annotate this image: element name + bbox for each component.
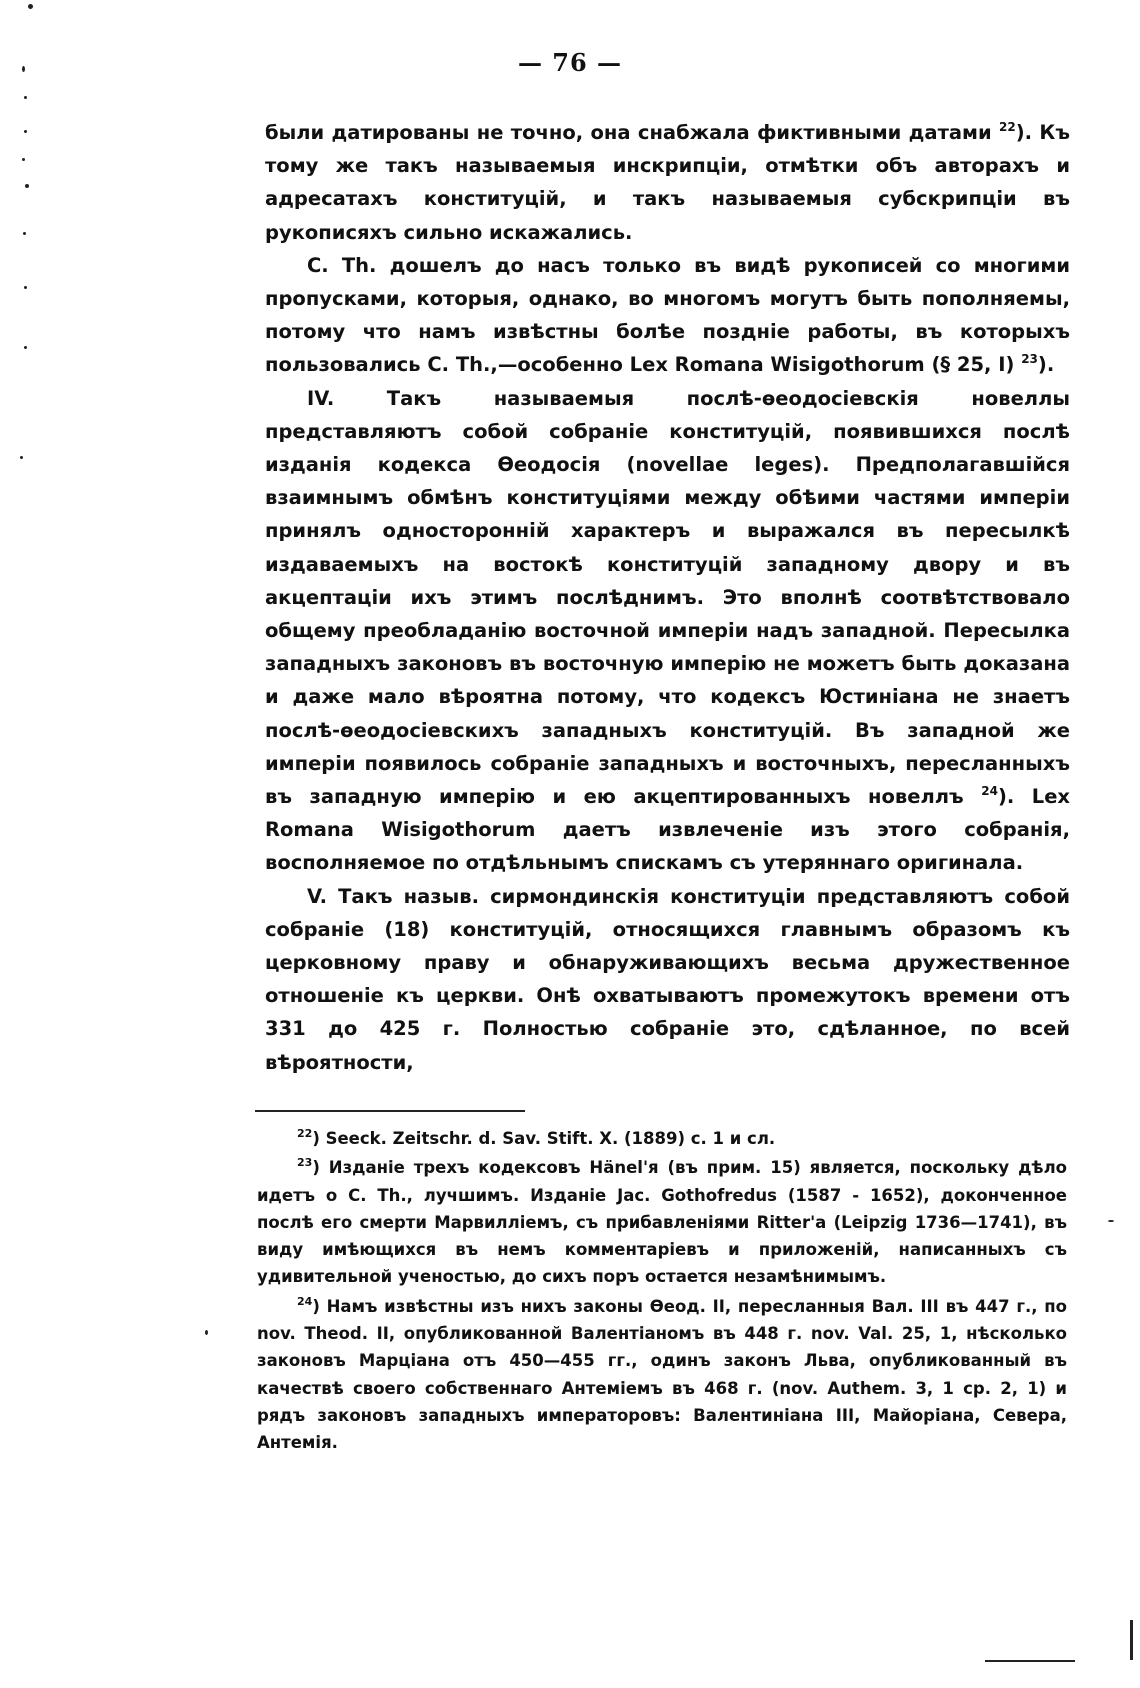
paragraph xyxy=(265,382,1070,880)
footnote-divider xyxy=(255,1110,525,1112)
scan-speck xyxy=(22,158,25,161)
paragraph xyxy=(265,249,1070,382)
footnote-text: ) Намъ извѣстны изъ нихъ законы Ѳеод. II, пересланныя Вал. III въ 447 г., по nov. Theod. II, опубликованной Валентіаномъ въ 448 г. nov. Val. 25, 1, нѣсколько законовъ Марціана отъ 450—455 гг., одинъ законъ Льва, опубликованный въ качествѣ своего собственнаго Антеміемъ въ 468 г. (nov. Authem. 3, 1 ср. 2, 1) и рядъ законовъ западныхъ императоровъ: Валентиніана III, Майоріана, Севера, Антемія. xyxy=(257,1296,1067,1453)
scan-speck xyxy=(24,96,27,99)
scan-speck xyxy=(24,346,27,349)
footnote-ref: 22 xyxy=(999,120,1016,134)
scan-speck xyxy=(24,286,27,289)
page-number: — 76 — xyxy=(517,48,623,77)
footnote-text: ) Seeck. Zeitschr. d. Sav. Stift. X. (1889) с. 1 и сл. xyxy=(312,1129,776,1148)
footnote-ref: 24 xyxy=(981,784,998,799)
scan-speck xyxy=(28,4,33,9)
paragraph-text: V. Такъ назыв. сирмондинскія конституціи представляютъ собой собраніе (18) конституцій, относящихся главнымъ образомъ къ церковному праву и обнаруживающихъ весьма дружественное отношеніе къ церкви. Онѣ охватываютъ промежутокъ времени отъ 331 до 425 г. Полностью собраніе это, сдѣланное, по всей вѣроятности, xyxy=(265,884,1070,1074)
footnote xyxy=(257,1293,1067,1457)
scan-speck xyxy=(205,1330,208,1335)
scan-speck xyxy=(25,184,29,188)
scan-speck xyxy=(23,232,26,235)
footnotes xyxy=(257,1125,1067,1459)
paragraph-text-continued: ). xyxy=(1037,353,1055,377)
footnote-ref: 23 xyxy=(1021,352,1038,367)
scan-speck xyxy=(20,456,23,459)
paragraph xyxy=(265,116,1070,249)
footnote-mark: 24 xyxy=(297,1294,313,1308)
paragraph-text: IV. Такъ называемыя послѣ-ѳеодосіевскія новеллы представляютъ собой собраніе конституцій, появившихся послѣ изданія кодекса Ѳеодосія (novellae leges). Предполагавшійся взаимнымъ обмѣнъ конституціями между обѣими частями имперіи принялъ односторонній характеръ и выражался въ пересылкѣ издаваемыхъ на востокѣ конституцій западному двору и въ акцептаціи ихъ этимъ послѣднимъ. Это вполнѣ соотвѣтствовало общему преобладанію восточной имперіи надъ западной. Пересылка западныхъ законовъ въ восточную имперію не можетъ быть доказана и даже мало вѣроятна потому, что кодексъ Юстиніана не знаетъ послѣ-ѳеодосіевскихъ западныхъ конституцій. Въ западной же имперіи появилось собраніе западныхъ и восточныхъ, пересланныхъ въ западную имперію и ею акцептированныхъ новеллъ xyxy=(265,386,1070,809)
paragraph-text: были датированы не точно, она снабжала фиктивными датами xyxy=(265,121,992,144)
footnote-mark: 22 xyxy=(297,1127,313,1140)
footnote-mark: 23 xyxy=(297,1156,313,1170)
paragraph-text-continued: ). Къ тому же такъ называемыя инскрипціи, отмѣтки объ авторахъ и адресатахъ конституцій, и такъ называемыя субскрипціи въ рукописяхъ сильно искажались. xyxy=(265,121,1070,244)
paragraph-text: C. Th. дошелъ до насъ только въ видѣ рукописей со многими пропусками, которыя, однако, во многомъ могутъ быть пополняемы, потому что намъ извѣстны болѣе поздніе работы, въ которыхъ пользовались C. Th.,—особенно Lex Romana Wisigothorum (§ 25, I) xyxy=(265,253,1070,377)
scan-speck xyxy=(24,130,27,133)
footnote xyxy=(257,1154,1067,1290)
scan-speck xyxy=(1108,1220,1114,1222)
paragraph-text-continued: ). Lex Romana Wisigothorum даетъ извлеченіе изъ этого собранія, восполняемое по отдѣльнымъ спискамъ съ утеряннаго оригинала. xyxy=(265,785,1071,875)
paragraph xyxy=(265,880,1070,1079)
main-text xyxy=(265,116,1070,1079)
scan-speck xyxy=(985,1660,1075,1662)
footnote xyxy=(257,1125,1067,1152)
footnote-text: ) Изданіе трехъ кодексовъ Hänel'я (въ прим. 15) является, поскольку дѣло идетъ о C. Th., лучшимъ. Изданіе Jac. Gothofredus (1587 - 1652), доконченное послѣ его смерти Марвилліемъ, съ прибавленіями Ritter'a (Leipzig 1736—1741), въ виду имѣющихся въ немъ комментаріевъ и приложеній, написанныхъ съ удивительной ученостью, до сихъ поръ остается незамѣнимымъ. xyxy=(257,1158,1067,1287)
scan-speck xyxy=(1130,1620,1133,1660)
